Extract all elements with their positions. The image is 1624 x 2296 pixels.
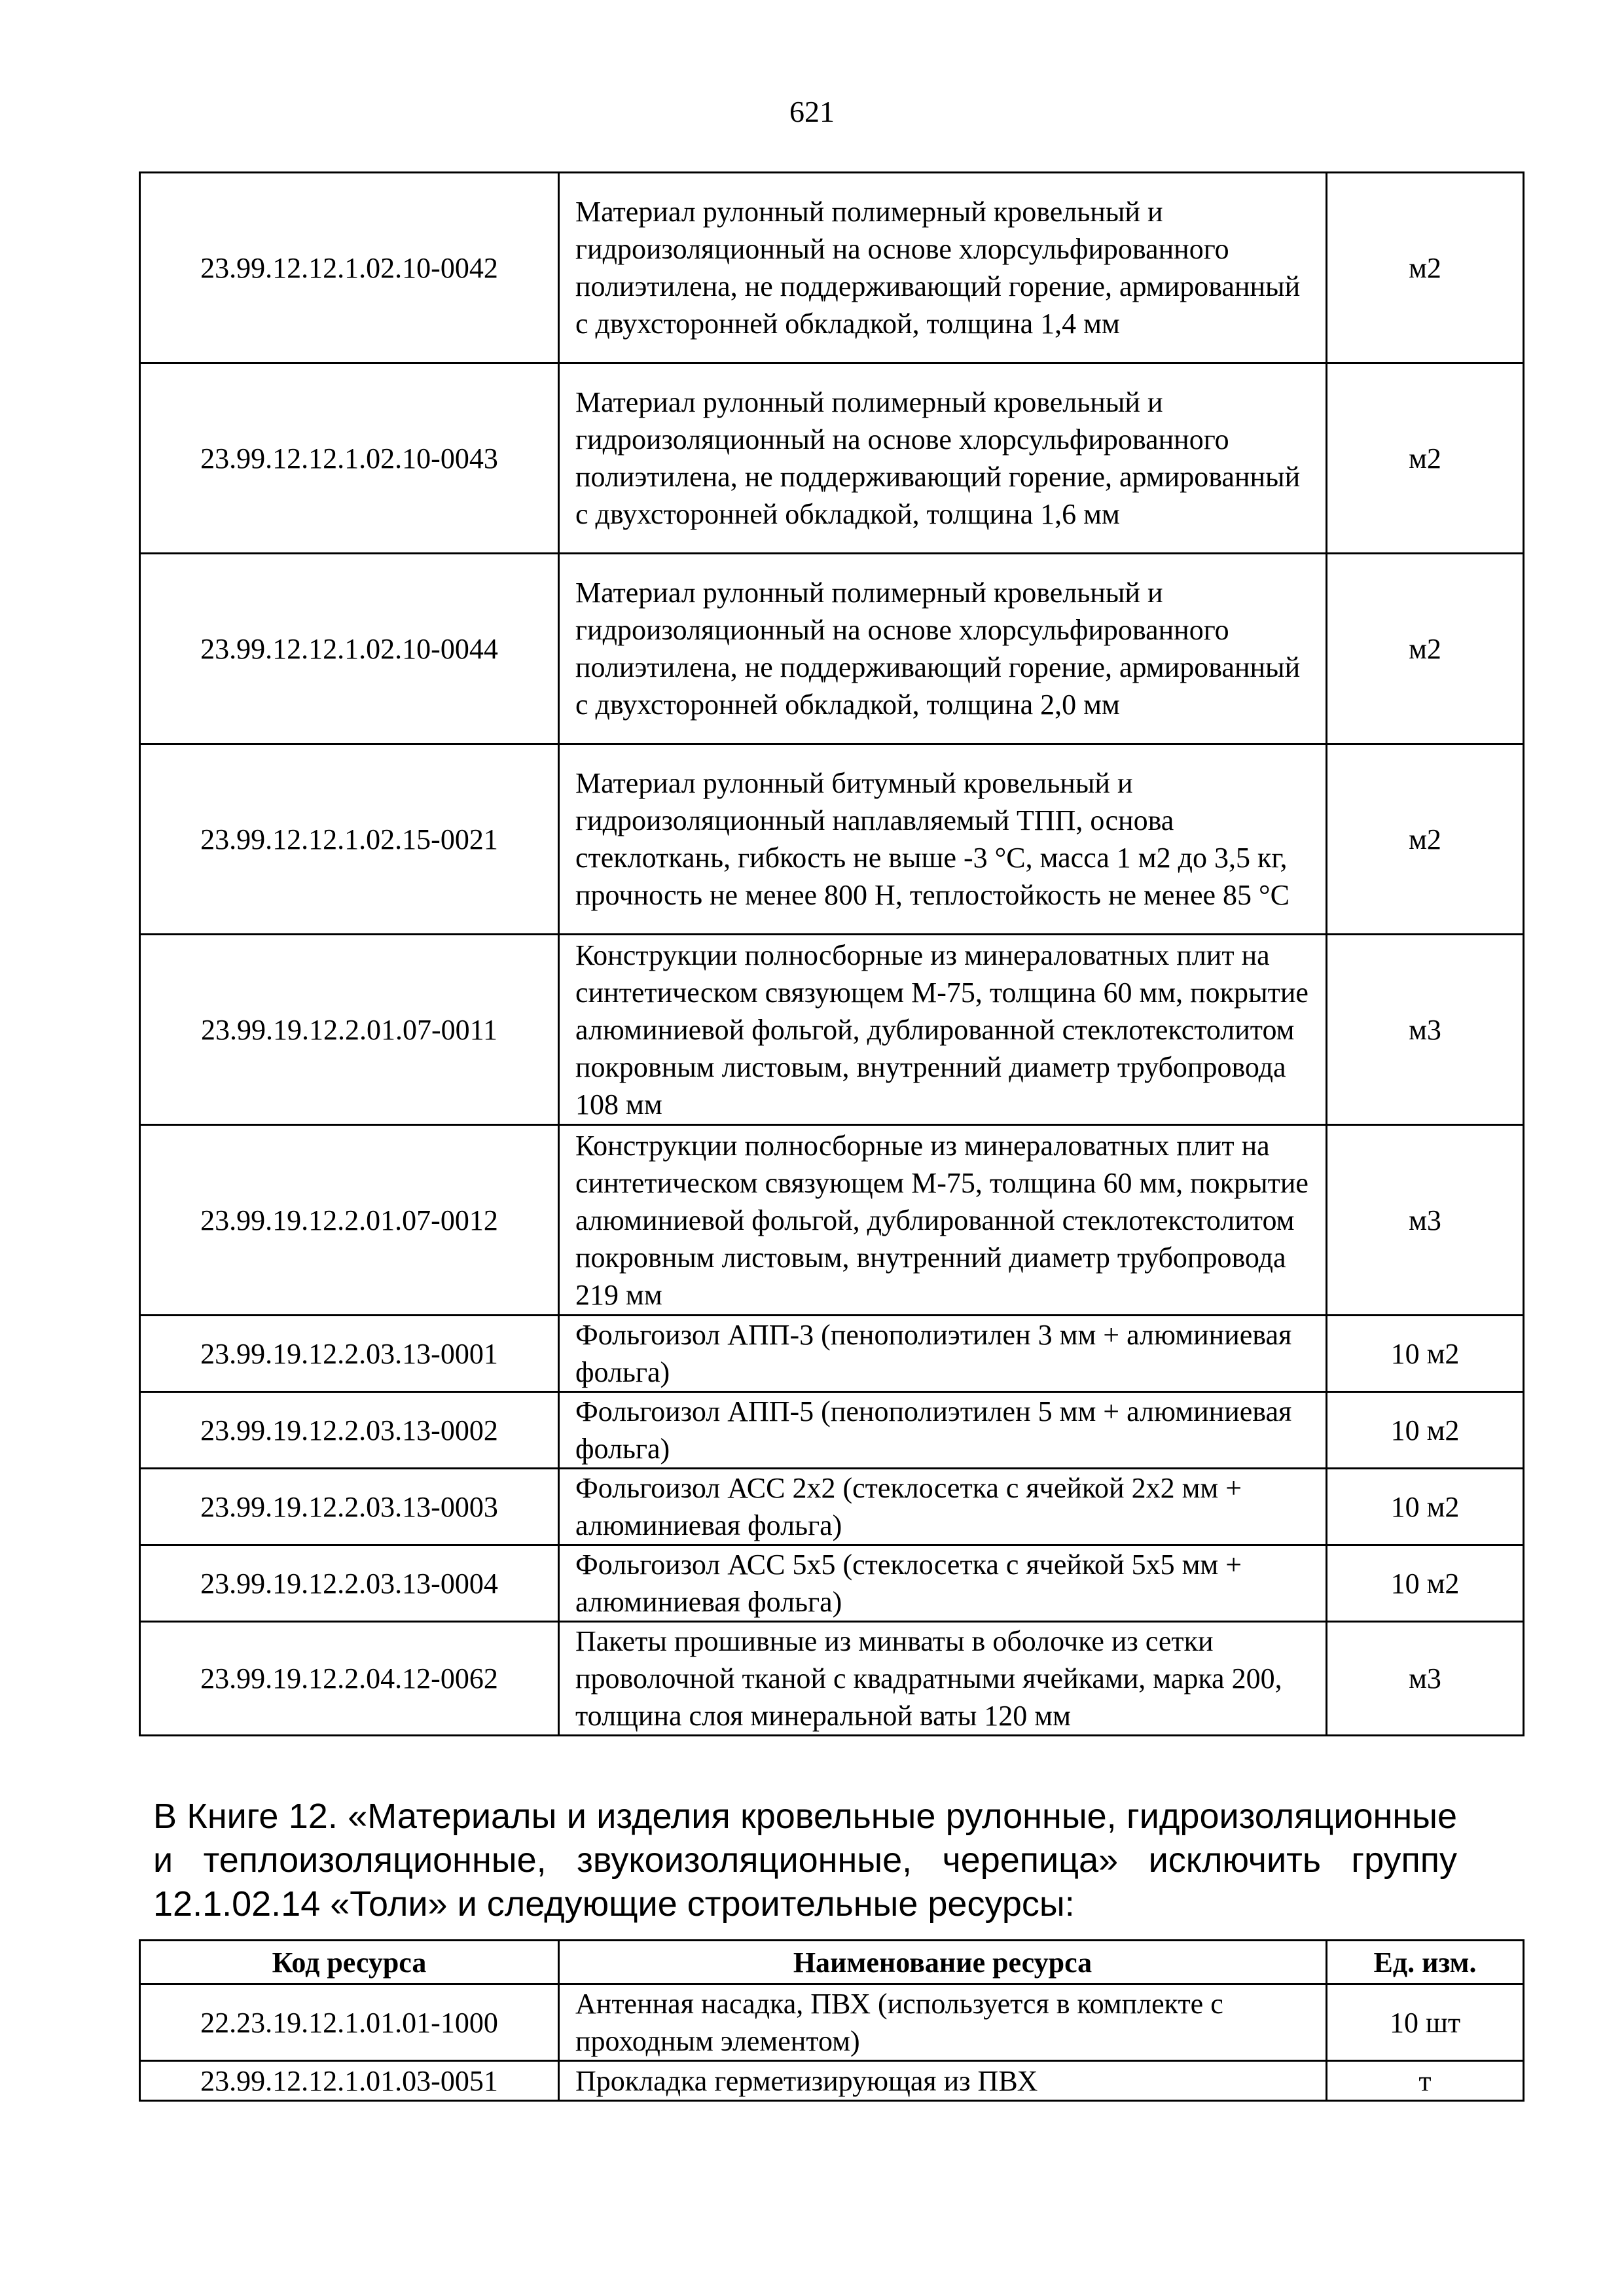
resource-unit: м2 [1327, 363, 1524, 554]
resource-unit: 10 м2 [1327, 1392, 1524, 1469]
table-row [140, 1622, 1524, 1736]
resource-unit: т [1327, 2061, 1524, 2101]
resource-code: 23.99.19.12.2.04.12-0062 [140, 1622, 559, 1736]
resource-code: 23.99.12.12.1.02.15-0021 [140, 744, 559, 935]
table-row [140, 1316, 1524, 1392]
resource-name: Прокладка герметизирующая из ПВХ [559, 2061, 1327, 2101]
table-row [140, 1984, 1524, 2061]
resource-name: Фольгоизол АПП-5 (пенополиэтилен 5 мм + алюминиевая фольга) [559, 1392, 1327, 1469]
resource-unit: м3 [1327, 1125, 1524, 1316]
resource-code: 23.99.12.12.1.02.10-0043 [140, 363, 559, 554]
resource-name: Материал рулонный полимерный кровельный и гидроизоляционный на основе хлорсульфированного полиэтилена, не поддерживающий горение, армированный с двухсторонней обкладкой, толщина 1,4 мм [559, 173, 1327, 363]
resource-code: 23.99.19.12.2.03.13-0003 [140, 1469, 559, 1545]
resource-code: 23.99.19.12.2.01.07-0012 [140, 1125, 559, 1316]
table-row [140, 363, 1524, 554]
resource-name: Фольгоизол АСС 5x5 (стеклосетка с ячейкой 5x5 мм + алюминиевая фольга) [559, 1545, 1327, 1622]
resource-name: Фольгоизол АСС 2x2 (стеклосетка с ячейкой 2x2 мм + алюминиевая фольга) [559, 1469, 1327, 1545]
exclusion-paragraph: В Книге 12. «Материалы и изделия кровельные рулонные, гидроизоляционные и теплоизоляционные, звукоизоляционные, черепица» исключить группу 12.1.02.14 «Толи» и следующие строительные ресурсы: [153, 1797, 1457, 1924]
resource-name: Антенная насадка, ПВХ (используется в комплекте с проходным элементом) [559, 1984, 1327, 2061]
resource-code: 23.99.19.12.2.03.13-0001 [140, 1316, 559, 1392]
table-header-row [140, 1941, 1524, 1984]
resource-unit: м2 [1327, 554, 1524, 744]
table-row [140, 744, 1524, 935]
resource-name: Фольгоизол АПП-3 (пенополиэтилен 3 мм + алюминиевая фольга) [559, 1316, 1327, 1392]
resource-table-continued [139, 171, 1525, 1736]
header-name: Наименование ресурса [559, 1941, 1327, 1984]
table-row [140, 173, 1524, 363]
resource-name: Материал рулонный битумный кровельный и гидроизоляционный наплавляемый ТПП, основа стеклоткань, гибкость не выше -3 °С, масса 1 м2 до 3,5 кг, прочность не менее 800 Н, теплостойкость не менее 85 °С [559, 744, 1327, 935]
resource-code: 23.99.19.12.2.01.07-0011 [140, 935, 559, 1125]
resource-unit: 10 м2 [1327, 1545, 1524, 1622]
table-row [140, 2061, 1524, 2101]
resource-unit: 10 м2 [1327, 1316, 1524, 1392]
resource-name: Пакеты прошивные из минваты в оболочке из сетки проволочной тканой с квадратными ячейками, марка 200, толщина слоя минеральной ваты 120 мм [559, 1622, 1327, 1736]
resource-code: 22.23.19.12.1.01.01-1000 [140, 1984, 559, 2061]
resource-name: Материал рулонный полимерный кровельный и гидроизоляционный на основе хлорсульфированного полиэтилена, не поддерживающий горение, армированный с двухсторонней обкладкой, толщина 2,0 мм [559, 554, 1327, 744]
resource-unit: м3 [1327, 1622, 1524, 1736]
table-row [140, 1392, 1524, 1469]
page-number: 621 [789, 95, 835, 128]
resource-code: 23.99.12.12.1.02.10-0042 [140, 173, 559, 363]
resource-name: Материал рулонный полимерный кровельный и гидроизоляционный на основе хлорсульфированного полиэтилена, не поддерживающий горение, армированный с двухсторонней обкладкой, толщина 1,6 мм [559, 363, 1327, 554]
header-code: Код ресурса [140, 1941, 559, 1984]
resource-code: 23.99.12.12.1.01.03-0051 [140, 2061, 559, 2101]
resource-unit: м2 [1327, 173, 1524, 363]
resource-unit: 10 шт [1327, 1984, 1524, 2061]
table-row [140, 935, 1524, 1125]
resource-code: 23.99.19.12.2.03.13-0004 [140, 1545, 559, 1622]
table-row [140, 1125, 1524, 1316]
table-row [140, 1469, 1524, 1545]
table-row [140, 1545, 1524, 1622]
resource-unit: м2 [1327, 744, 1524, 935]
resource-name: Конструкции полносборные из минераловатных плит на синтетическом связующем М-75, толщина 60 мм, покрытие алюминиевой фольгой, дублированной стеклотекстолитом покровным листовым, внутренний диаметр трубопровода 219 мм [559, 1125, 1327, 1316]
resource-code: 23.99.12.12.1.02.10-0044 [140, 554, 559, 744]
resource-name: Конструкции полносборные из минераловатных плит на синтетическом связующем М-75, толщина 60 мм, покрытие алюминиевой фольгой, дублированной стеклотекстолитом покровным листовым, внутренний диаметр трубопровода 108 мм [559, 935, 1327, 1125]
header-unit: Ед. изм. [1327, 1941, 1524, 1984]
resource-code: 23.99.19.12.2.03.13-0002 [140, 1392, 559, 1469]
resource-unit: м3 [1327, 935, 1524, 1125]
table-row [140, 554, 1524, 744]
excluded-resources-table [139, 1939, 1525, 2102]
resource-unit: 10 м2 [1327, 1469, 1524, 1545]
